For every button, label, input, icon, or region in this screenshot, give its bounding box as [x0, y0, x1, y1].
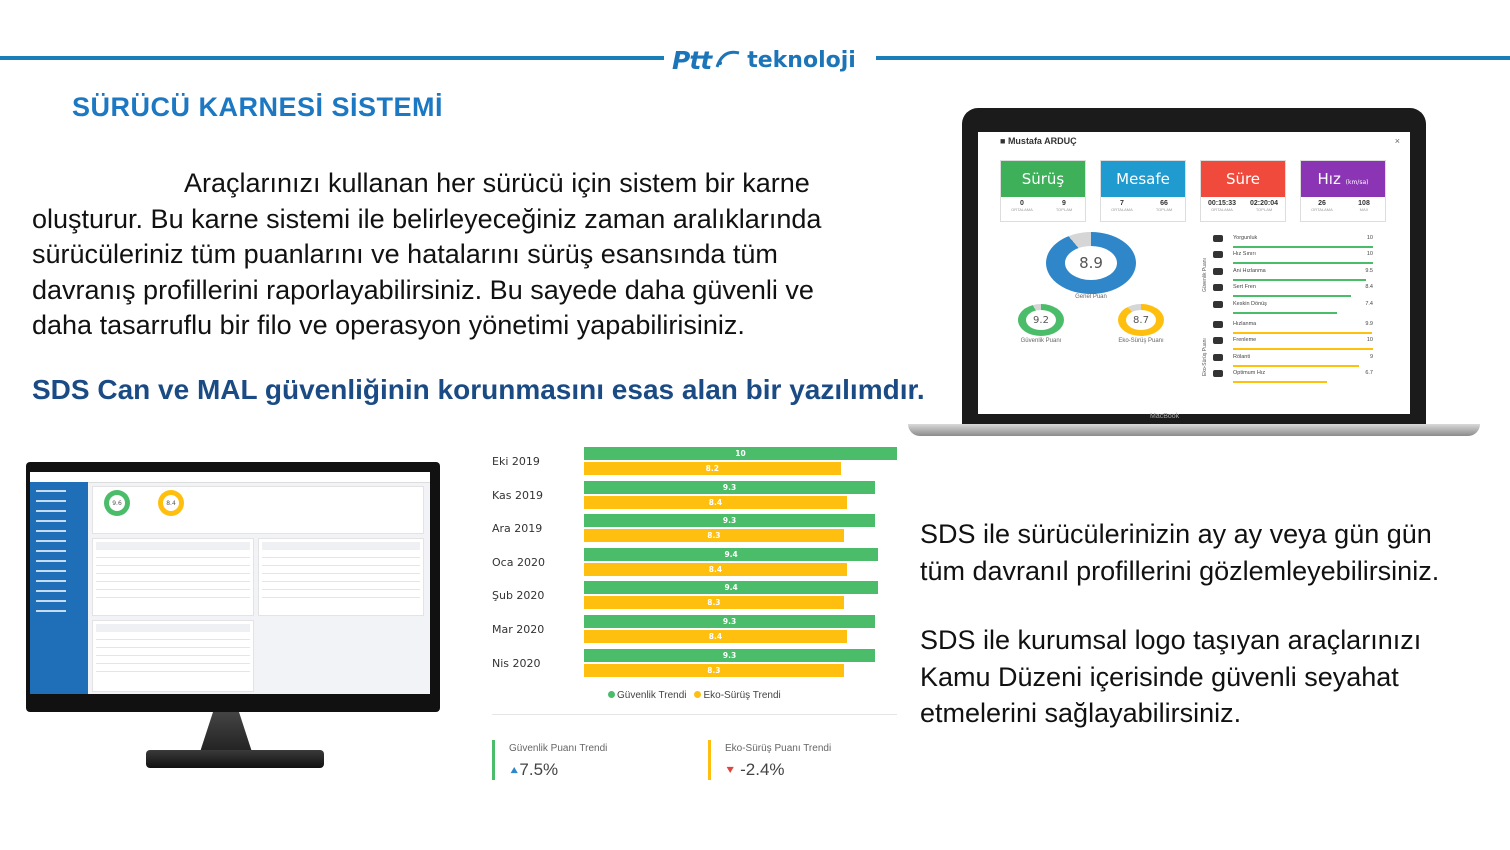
card-value: 26 ORTALAMA — [1311, 200, 1333, 212]
slogan: SDS Can ve MAL güvenliğinin korunmasını esas alan bir yazılımdır. — [32, 374, 925, 405]
laptop-base — [908, 424, 1480, 436]
intro-line: daha tasarruflu bir filo ve operasyon yönetimi yapabilirisiniz. — [32, 310, 745, 340]
safety-trend-bar: 9.3 — [584, 481, 875, 494]
card-value: 0 ORTALAMA — [1011, 200, 1033, 212]
kpi-value: ⯆ -2.4% — [725, 760, 785, 779]
safety-trend-bar: 9.4 — [584, 581, 878, 594]
card-mesafe — [1100, 160, 1186, 222]
logo-secondary: teknoloji — [747, 47, 856, 73]
monitor-score-donut — [104, 490, 130, 516]
metric-icon — [1213, 284, 1223, 291]
ptt-teknoloji-logo — [672, 40, 862, 80]
intro-paragraph — [32, 166, 912, 344]
monitor-table-panel — [258, 538, 424, 616]
eco-trend-bar: 8.4 — [584, 563, 847, 576]
eco-group-label: Eko-Sürüş Puanı — [1202, 338, 1208, 376]
safety-trend-bar: 9.4 — [584, 548, 878, 561]
metric-row — [1213, 353, 1373, 369]
category-label: Mar 2020 — [492, 623, 545, 636]
general-score-label: Genel Puan — [1075, 294, 1107, 300]
eco-trend-bar: 8.4 — [584, 496, 847, 509]
metric-row — [1213, 369, 1373, 385]
eco-trend-bar: 8.3 — [584, 664, 844, 677]
kpi-label: Eko-Sürüş Puanı Trendi — [725, 743, 832, 754]
safety-group-label: Güvenlik Puanı — [1202, 258, 1208, 292]
metric-name: Hız Sınırı — [1233, 251, 1256, 258]
monitor-score-panel — [92, 486, 424, 534]
general-score-donut — [1046, 232, 1136, 294]
safety-score-label: Güvenlik Puanı — [1020, 338, 1062, 344]
logo-primary: Ptt — [672, 45, 712, 75]
driver-dashboard-screen — [978, 132, 1410, 414]
metric-value: 10 — [1366, 251, 1373, 258]
kpi-label: Güvenlik Puanı Trendi — [509, 743, 608, 754]
metric-icon — [1213, 370, 1223, 377]
monitor-table-panel — [92, 538, 254, 616]
legend-dot — [694, 691, 701, 698]
category-label: Şub 2020 — [492, 589, 545, 603]
metric-bar — [1233, 262, 1373, 264]
metric-name: Sert Fren — [1233, 284, 1256, 291]
monitor-foot — [146, 750, 324, 768]
kpi-value: ⯅7.5% — [509, 760, 559, 779]
chart-divider — [492, 714, 897, 715]
metric-icon — [1213, 251, 1223, 258]
metric-name: Yorgunluk — [1233, 235, 1258, 241]
metric-name: Rölanti — [1233, 353, 1251, 360]
metric-value: 6.7 — [1365, 370, 1373, 377]
close-icon[interactable]: × — [1394, 136, 1400, 146]
monitor-score-donut — [158, 490, 184, 516]
eco-score-value: 8.7 — [1126, 310, 1156, 330]
intro-line: davranış profillerini raporlayabilirsiniz. Bu sayede daha güvenli ve — [32, 274, 814, 305]
eco-score-label: Eko-Sürüş Puanı — [1118, 338, 1164, 344]
metric-value: 9.9 — [1365, 321, 1373, 327]
monitor-mockup — [26, 462, 440, 712]
safety-score-value: 9.2 — [1026, 310, 1056, 330]
fleet-dashboard-screen — [30, 472, 430, 694]
metric-row — [1213, 234, 1373, 250]
kpi-safety-trend — [492, 740, 607, 780]
eco-trend-bar: 8.2 — [584, 462, 841, 475]
metric-name: Hızlanma — [1233, 321, 1257, 327]
header-line-left — [0, 56, 664, 60]
card-sure — [1200, 160, 1286, 222]
monitor-score-value: 8.4 — [163, 495, 179, 511]
legend-dot — [608, 691, 615, 698]
category-label: Nis 2020 — [492, 656, 541, 670]
metric-row — [1213, 336, 1373, 352]
metric-value: 10 — [1366, 337, 1373, 344]
eco-trend-bar: 8.4 — [584, 630, 847, 643]
metric-value: 7.4 — [1365, 300, 1373, 307]
logo-swoosh-icon — [713, 45, 743, 75]
metric-icon — [1213, 301, 1223, 308]
monitor-score-value: 9.6 — [109, 495, 125, 511]
intro-line: sürücüleriniz tüm puanlarını ve hatalarını sürüş esansında tüm — [32, 239, 778, 269]
eco-trend-bar: 8.3 — [584, 596, 844, 609]
metric-name: Frenleme — [1233, 337, 1257, 344]
metric-bar — [1233, 295, 1351, 297]
metric-name: Keskin Dönüş — [1233, 300, 1267, 307]
metric-bar — [1233, 365, 1359, 367]
metric-bar — [1233, 348, 1373, 350]
metric-value: 9 — [1369, 353, 1373, 360]
metric-bar — [1233, 246, 1373, 248]
card-header: Sürüş — [1001, 161, 1085, 197]
category-label: Ara 2019 — [492, 522, 543, 536]
metric-icon — [1213, 354, 1223, 361]
card-value: 7 ORTALAMA — [1111, 200, 1133, 212]
monitor-sidebar — [30, 482, 88, 694]
metric-row — [1213, 283, 1373, 299]
intro-line: oluşturur. Bu karne sistemi ile belirleyeceğiniz zaman aralıklarında — [32, 203, 822, 234]
right-paragraph-1: SDS ile sürücülerinizin ay ay veya gün gün tüm davranıl profillerini gözlemleyebilirsiniz. — [920, 519, 1440, 586]
metric-row — [1213, 250, 1373, 266]
card-surus — [1000, 160, 1086, 222]
category-label: Eki 2019 — [492, 455, 540, 468]
metric-bar — [1233, 312, 1337, 314]
card-value: 00:15:33 ORTALAMA — [1207, 200, 1237, 212]
safety-score-donut — [1018, 304, 1064, 336]
monitor-table-panel — [92, 620, 254, 692]
category-label: Kas 2019 — [492, 488, 543, 502]
safety-trend-bar: 9.3 — [584, 649, 875, 662]
laptop-mockup — [962, 108, 1426, 426]
metric-row — [1213, 300, 1373, 316]
safety-trend-bar: 9.3 — [584, 514, 875, 527]
general-score-value: 8.9 — [1065, 246, 1117, 280]
category-label: Oca 2020 — [492, 555, 545, 569]
metric-name: Optimum Hız — [1233, 370, 1266, 377]
card-value: 66 TOPLAM — [1155, 200, 1173, 212]
metric-name: Ani Hızlanma — [1233, 267, 1266, 274]
card-hiz — [1300, 160, 1386, 222]
chart-legend — [608, 690, 781, 701]
metric-row — [1213, 267, 1373, 283]
metric-icon — [1213, 268, 1223, 275]
safety-trend-bar: 9.3 — [584, 615, 875, 628]
legend-item: Güvenlik Trendi — [608, 690, 686, 701]
metric-bar — [1233, 381, 1327, 383]
driver-name: ■ Mustafa ARDUÇ — [1000, 136, 1077, 146]
metric-value: 8.4 — [1365, 284, 1373, 291]
card-value: 9 TOPLAM — [1055, 200, 1073, 212]
laptop-brand: MacBook — [1150, 413, 1180, 420]
metric-row — [1213, 320, 1373, 336]
right-paragraph-2: SDS ile kurumsal logo taşıyan araçlarınızı Kamu Düzeni içerisinde güvenli seyahat etmelerini sağlayabilirsiniz. — [920, 625, 1422, 728]
card-header: Hız (km/sa) — [1301, 161, 1385, 197]
metric-bar — [1233, 279, 1366, 281]
metric-icon — [1213, 337, 1223, 344]
monitor-neck — [200, 712, 252, 752]
metric-value: 9.5 — [1365, 267, 1373, 274]
eco-score-donut — [1118, 304, 1164, 336]
metric-icon — [1213, 321, 1223, 328]
metric-bar — [1233, 332, 1372, 334]
intro-line: Araçlarınızı kullanan her sürücü için sistem bir karne — [184, 168, 810, 198]
card-header: Mesafe — [1101, 161, 1185, 197]
chevrons-up-icon: ⯅ — [509, 763, 520, 778]
page-title: SÜRÜCÜ KARNESİ SİSTEMİ — [72, 92, 444, 122]
kpi-eco-trend — [708, 740, 831, 780]
card-value: 108 MAX — [1358, 200, 1370, 212]
card-value: 02:20:04 TOPLAM — [1249, 200, 1279, 212]
metric-value: 10 — [1366, 235, 1373, 241]
legend-item: Eko-Sürüş Trendi — [694, 690, 780, 701]
card-header: Süre — [1201, 161, 1285, 197]
monitor-topbar — [30, 472, 430, 483]
header-line-right — [876, 56, 1510, 60]
metric-icon — [1213, 235, 1223, 242]
eco-trend-bar: 8.3 — [584, 529, 844, 542]
chevrons-down-icon: ⯆ — [725, 763, 736, 778]
safety-trend-bar: 10 — [584, 447, 897, 460]
